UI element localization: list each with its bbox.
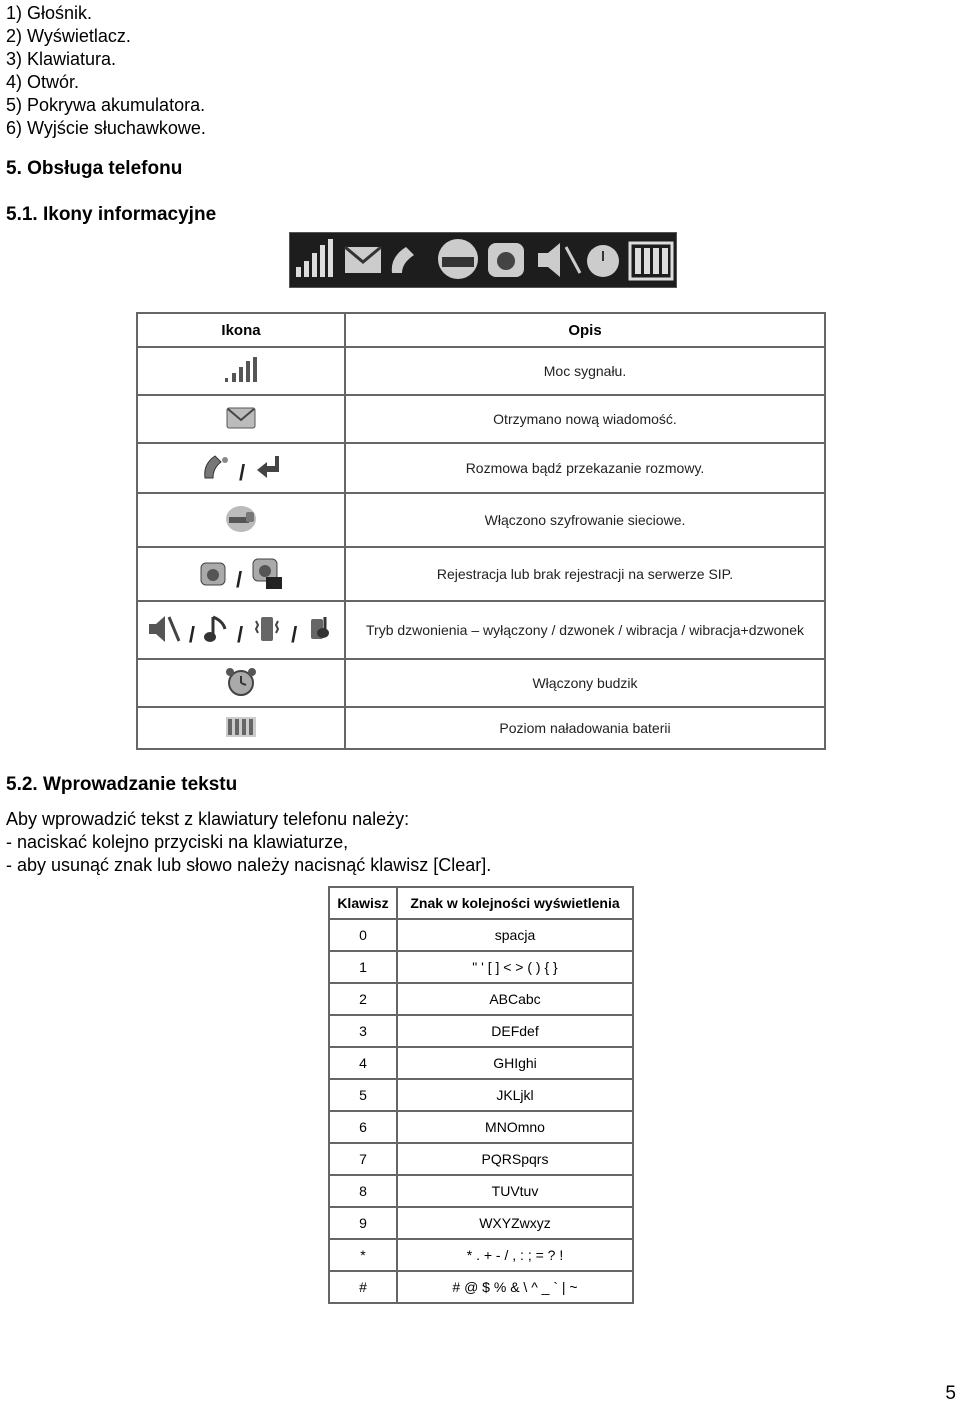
chars-cell: MNOmno: [397, 1111, 633, 1143]
vibrate-icon: [251, 613, 283, 645]
ring-icon: [203, 613, 229, 645]
mute-icon: [147, 613, 181, 645]
page-number: 5: [945, 1383, 956, 1404]
section-5-title: 5. Obsługa telefonu: [6, 158, 183, 179]
key-cell: 9: [329, 1207, 397, 1239]
table-row: [329, 1271, 633, 1303]
text-entry-line-3: - aby usunąć znak lub słowo należy nacisnąć klawisz [Clear].: [6, 855, 492, 875]
table-row: [137, 395, 825, 443]
key-cell: 5: [329, 1079, 397, 1111]
key-cell: 3: [329, 1015, 397, 1047]
key-cell: *: [329, 1239, 397, 1271]
icon-desc: Rejestracja lub brak rejestracji na serwerze SIP.: [345, 547, 825, 601]
table-row: [329, 1207, 633, 1239]
key-cell: 7: [329, 1143, 397, 1175]
table-row: [329, 1111, 633, 1143]
key-cell: 0: [329, 919, 397, 951]
parts-list-item-4: 4) Otwór.: [6, 72, 80, 92]
encryption-icon: [224, 504, 258, 534]
parts-list-item-3: 3) Klawiatura.: [6, 49, 117, 69]
envelope-icon: [345, 247, 381, 273]
icon-desc: Rozmowa bądź przekazanie rozmowy.: [345, 443, 825, 493]
table-row: [137, 659, 825, 707]
icon-desc: Moc sygnału.: [345, 347, 825, 395]
signal-icon: [223, 356, 259, 384]
icon-desc: Poziom naładowania baterii: [345, 707, 825, 749]
text-entry-line-2: - naciskać kolejno przyciski na klawiaturze,: [6, 832, 349, 852]
chars-cell: WXYZwxyz: [397, 1207, 633, 1239]
table-row: [137, 547, 825, 601]
table-row: [329, 1015, 633, 1047]
key-table-header-chars: Znak w kolejności wyświetlenia: [397, 887, 633, 919]
slash-separator: /: [236, 621, 244, 647]
icon-table-header-desc: Opis: [345, 313, 825, 347]
table-row: [329, 919, 633, 951]
key-cell: 6: [329, 1111, 397, 1143]
section-5-1-title: 5.1. Ikony informacyjne: [6, 204, 217, 225]
table-row: [137, 443, 825, 493]
table-row: [329, 951, 633, 983]
chars-cell: DEFdef: [397, 1015, 633, 1047]
table-row: [329, 1079, 633, 1111]
phone-icon: [488, 243, 524, 277]
icon-desc: Włączono szyfrowanie sieciowe.: [345, 493, 825, 547]
vibrate-ring-icon: [305, 613, 335, 645]
slash-separator: /: [291, 621, 298, 647]
lock-icon: [438, 239, 478, 279]
signal-icon: [296, 239, 333, 277]
alarm-clock-icon: [224, 667, 258, 697]
chars-cell: TUVtuv: [397, 1175, 633, 1207]
chars-cell: GHIghi: [397, 1047, 633, 1079]
key-table-header-key: Klawisz: [329, 887, 397, 919]
battery-icon: [225, 716, 257, 738]
phone-registered-icon: [198, 559, 228, 589]
slash-separator: /: [235, 566, 243, 592]
key-cell: 2: [329, 983, 397, 1015]
text-entry-line-1: Aby wprowadzić tekst z klawiatury telefonu należy:: [6, 809, 410, 829]
phone-unregistered-icon: [250, 557, 284, 591]
table-row: [329, 1239, 633, 1271]
icon-table: [136, 312, 826, 750]
chars-cell: JKLjkl: [397, 1079, 633, 1111]
slash-separator: /: [188, 621, 195, 647]
slash-separator: /: [238, 459, 246, 485]
section-5-2-title: 5.2. Wprowadzanie tekstu: [6, 774, 238, 795]
chars-cell: ABCabc: [397, 983, 633, 1015]
battery-icon: [630, 243, 672, 279]
chars-cell: " ' [ ] < > ( ) { }: [397, 951, 633, 983]
key-cell: 1: [329, 951, 397, 983]
icon-desc: Otrzymano nową wiadomość.: [345, 395, 825, 443]
table-row: [137, 601, 825, 659]
chars-cell: # @ $ % & \ ^ _ ` | ~: [397, 1271, 633, 1303]
handset-icon: [201, 452, 231, 482]
key-table: [328, 886, 634, 1304]
icon-table-header-icon: Ikona: [137, 313, 345, 347]
chars-cell: PQRSpqrs: [397, 1143, 633, 1175]
icon-desc: Tryb dzwonienia – wyłączony / dzwonek / wibracja / wibracja+dzwonek: [345, 601, 825, 659]
parts-list-item-1: 1) Głośnik.: [6, 3, 93, 23]
call-forward-icon: [253, 452, 281, 482]
parts-list-item-6: 6) Wyjście słuchawkowe.: [6, 118, 206, 138]
chars-cell: spacja: [397, 919, 633, 951]
table-row: [329, 983, 633, 1015]
alarm-clock-icon: [587, 245, 619, 277]
status-bar-strip: [289, 232, 677, 288]
table-row: [137, 707, 825, 749]
table-row: [137, 493, 825, 547]
key-cell: #: [329, 1271, 397, 1303]
mute-icon: [538, 243, 580, 277]
table-row: [137, 347, 825, 395]
table-row: [329, 1175, 633, 1207]
icon-desc: Włączony budzik: [345, 659, 825, 707]
table-row: [329, 1047, 633, 1079]
key-cell: 8: [329, 1175, 397, 1207]
parts-list-item-2: 2) Wyświetlacz.: [6, 26, 131, 46]
envelope-icon: [226, 406, 256, 430]
handset-icon: [392, 247, 414, 273]
parts-list-item-5: 5) Pokrywa akumulatora.: [6, 95, 206, 115]
chars-cell: * . + - / , : ; = ? !: [397, 1239, 633, 1271]
key-cell: 4: [329, 1047, 397, 1079]
table-row: [329, 1143, 633, 1175]
